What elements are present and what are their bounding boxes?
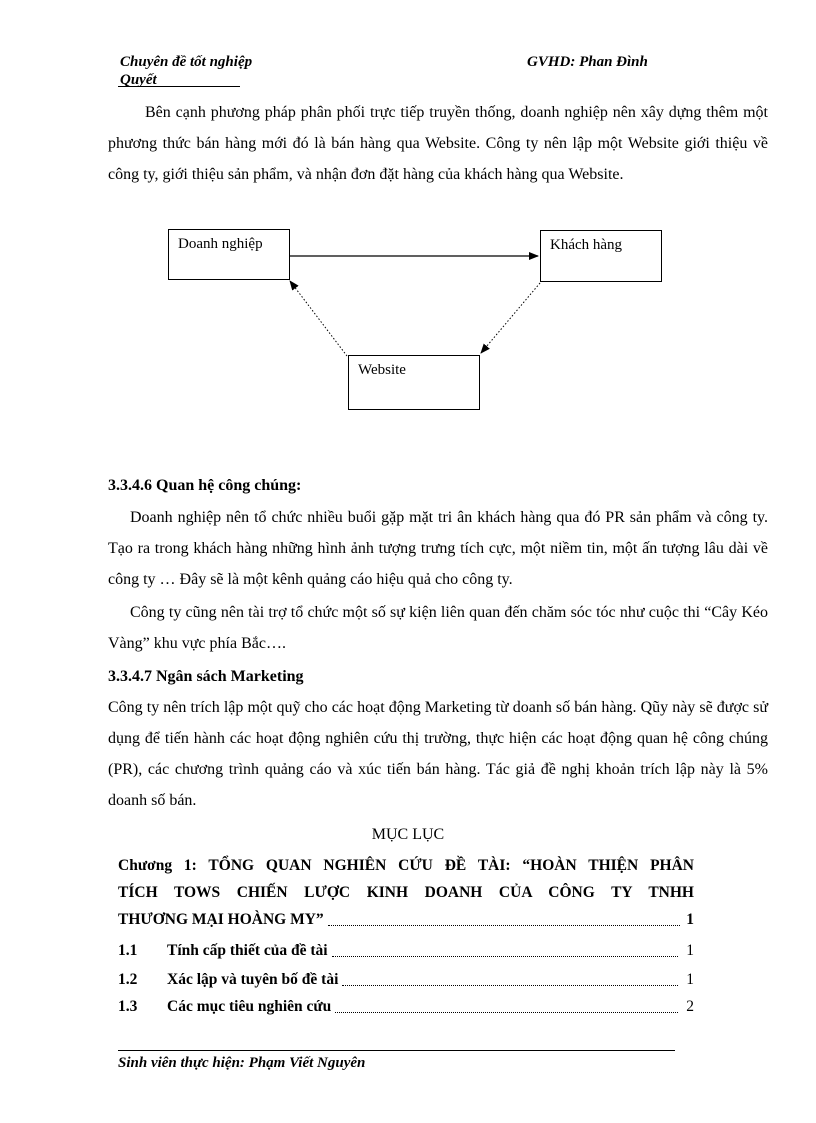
pr-paragraph-1: Doanh nghiệp nên tổ chức nhiều buổi gặp mặt tri ân khách hàng qua đó PR sản phẩm và công ty. Tạo ra trong khách hàng những hình ảnh tượng trưng tích cực, một niềm tin, một ấn tượng lâu dài về công ty … Đây sẽ là một kênh quảng cáo hiệu quả cho công ty. [108, 509, 768, 588]
budget-paragraph: Công ty nên trích lập một quỹ cho các hoạt động Marketing từ doanh số bán hàng. Qũy này sẽ được sử dụng để tiến hành các hoạt động nghiên cứu thị trường, thực hiện các hoạt động quan hệ công chúng (PR), các chương trình quảng cáo và xúc tiến bán hàng. Tác giả đề nghị khoản trích lập này là 5% doanh số bán. [108, 699, 768, 809]
toc-item-label: Các mục tiêu nghiên cứu [167, 998, 332, 1015]
header-title: Chuyên đề tốt nghiệp [120, 54, 253, 70]
toc-leader-dots [342, 967, 678, 986]
section-heading-budget: 3.3.4.7 Ngân sách Marketing [108, 668, 304, 685]
toc-chapter-line-3-text: THƯƠNG MẠI HOÀNG MY” [118, 911, 324, 928]
pr-paragraph-2: Công ty cũng nên tài trợ tổ chức một số sự kiện liên quan đến chăm sóc tóc như cuộc thi “Cây Kéo Vàng” khu vực phía Bắc…. [108, 604, 768, 652]
arrow-website-to-enterprise [290, 281, 347, 356]
footer-rule [118, 1050, 675, 1051]
header-supervisor: GVHD: Phan Đình [527, 54, 648, 70]
toc-item[interactable] [118, 967, 694, 993]
toc-item-page: 2 [686, 998, 694, 1015]
toc-leader-dots [335, 994, 678, 1013]
node-enterprise [168, 229, 290, 280]
toc-chapter-line-3 [118, 906, 694, 933]
footer-author: Sinh viên thực hiện: Phạm Viết Nguyên [118, 1055, 366, 1071]
toc-leader-dots [328, 906, 681, 926]
toc-item-label: Tính cấp thiết của đề tài [167, 942, 328, 959]
toc-item-number: 1.2 [118, 971, 138, 988]
toc-item-page: 1 [686, 942, 694, 959]
toc-chapter-line-2: TÍCH TOWS CHIẾN LƯỢC KINH DOANH CỦA CÔNG TY TNHH [118, 884, 694, 901]
node-customer-label: Khách hàng [550, 237, 623, 253]
node-website-label: Website [358, 362, 406, 378]
intro-paragraph: Bên cạnh phương pháp phân phối trực tiếp truyền thống, doanh nghiệp nên xây dựng thêm một phương thức bán hàng mới đó là bán hàng qua Website. Công ty nên lập một Website giới thiệu về công ty, giới thiệu sản phẩm, và nhận đơn đặt hàng của khách hàng qua Website. [108, 104, 768, 183]
header-title-continuation: Quyết [120, 72, 157, 88]
toc-leader-dots [332, 938, 678, 957]
node-customer [540, 230, 662, 282]
toc-item-number: 1.3 [118, 998, 138, 1015]
toc-chapter-line-1: Chương 1: TỔNG QUAN NGHIÊN CỨU ĐỀ TÀI: “HOÀN THIỆN PHÂN [118, 857, 694, 874]
toc-item-page: 1 [686, 971, 694, 988]
toc-item-label: Xác lập và tuyên bố đề tài [167, 971, 339, 988]
toc-item[interactable] [118, 938, 694, 964]
node-website [348, 355, 480, 410]
toc-title: MỤC LỤC [371, 826, 445, 843]
toc-chapter-entry[interactable] [118, 852, 694, 933]
arrow-customer-to-website [481, 283, 540, 353]
toc-chapter-page: 1 [686, 911, 694, 928]
node-enterprise-label: Doanh nghiệp [178, 236, 263, 252]
toc-item[interactable] [118, 994, 694, 1020]
section-heading-pr: 3.3.4.6 Quan hệ công chúng: [108, 477, 302, 494]
toc-item-number: 1.1 [118, 942, 138, 959]
